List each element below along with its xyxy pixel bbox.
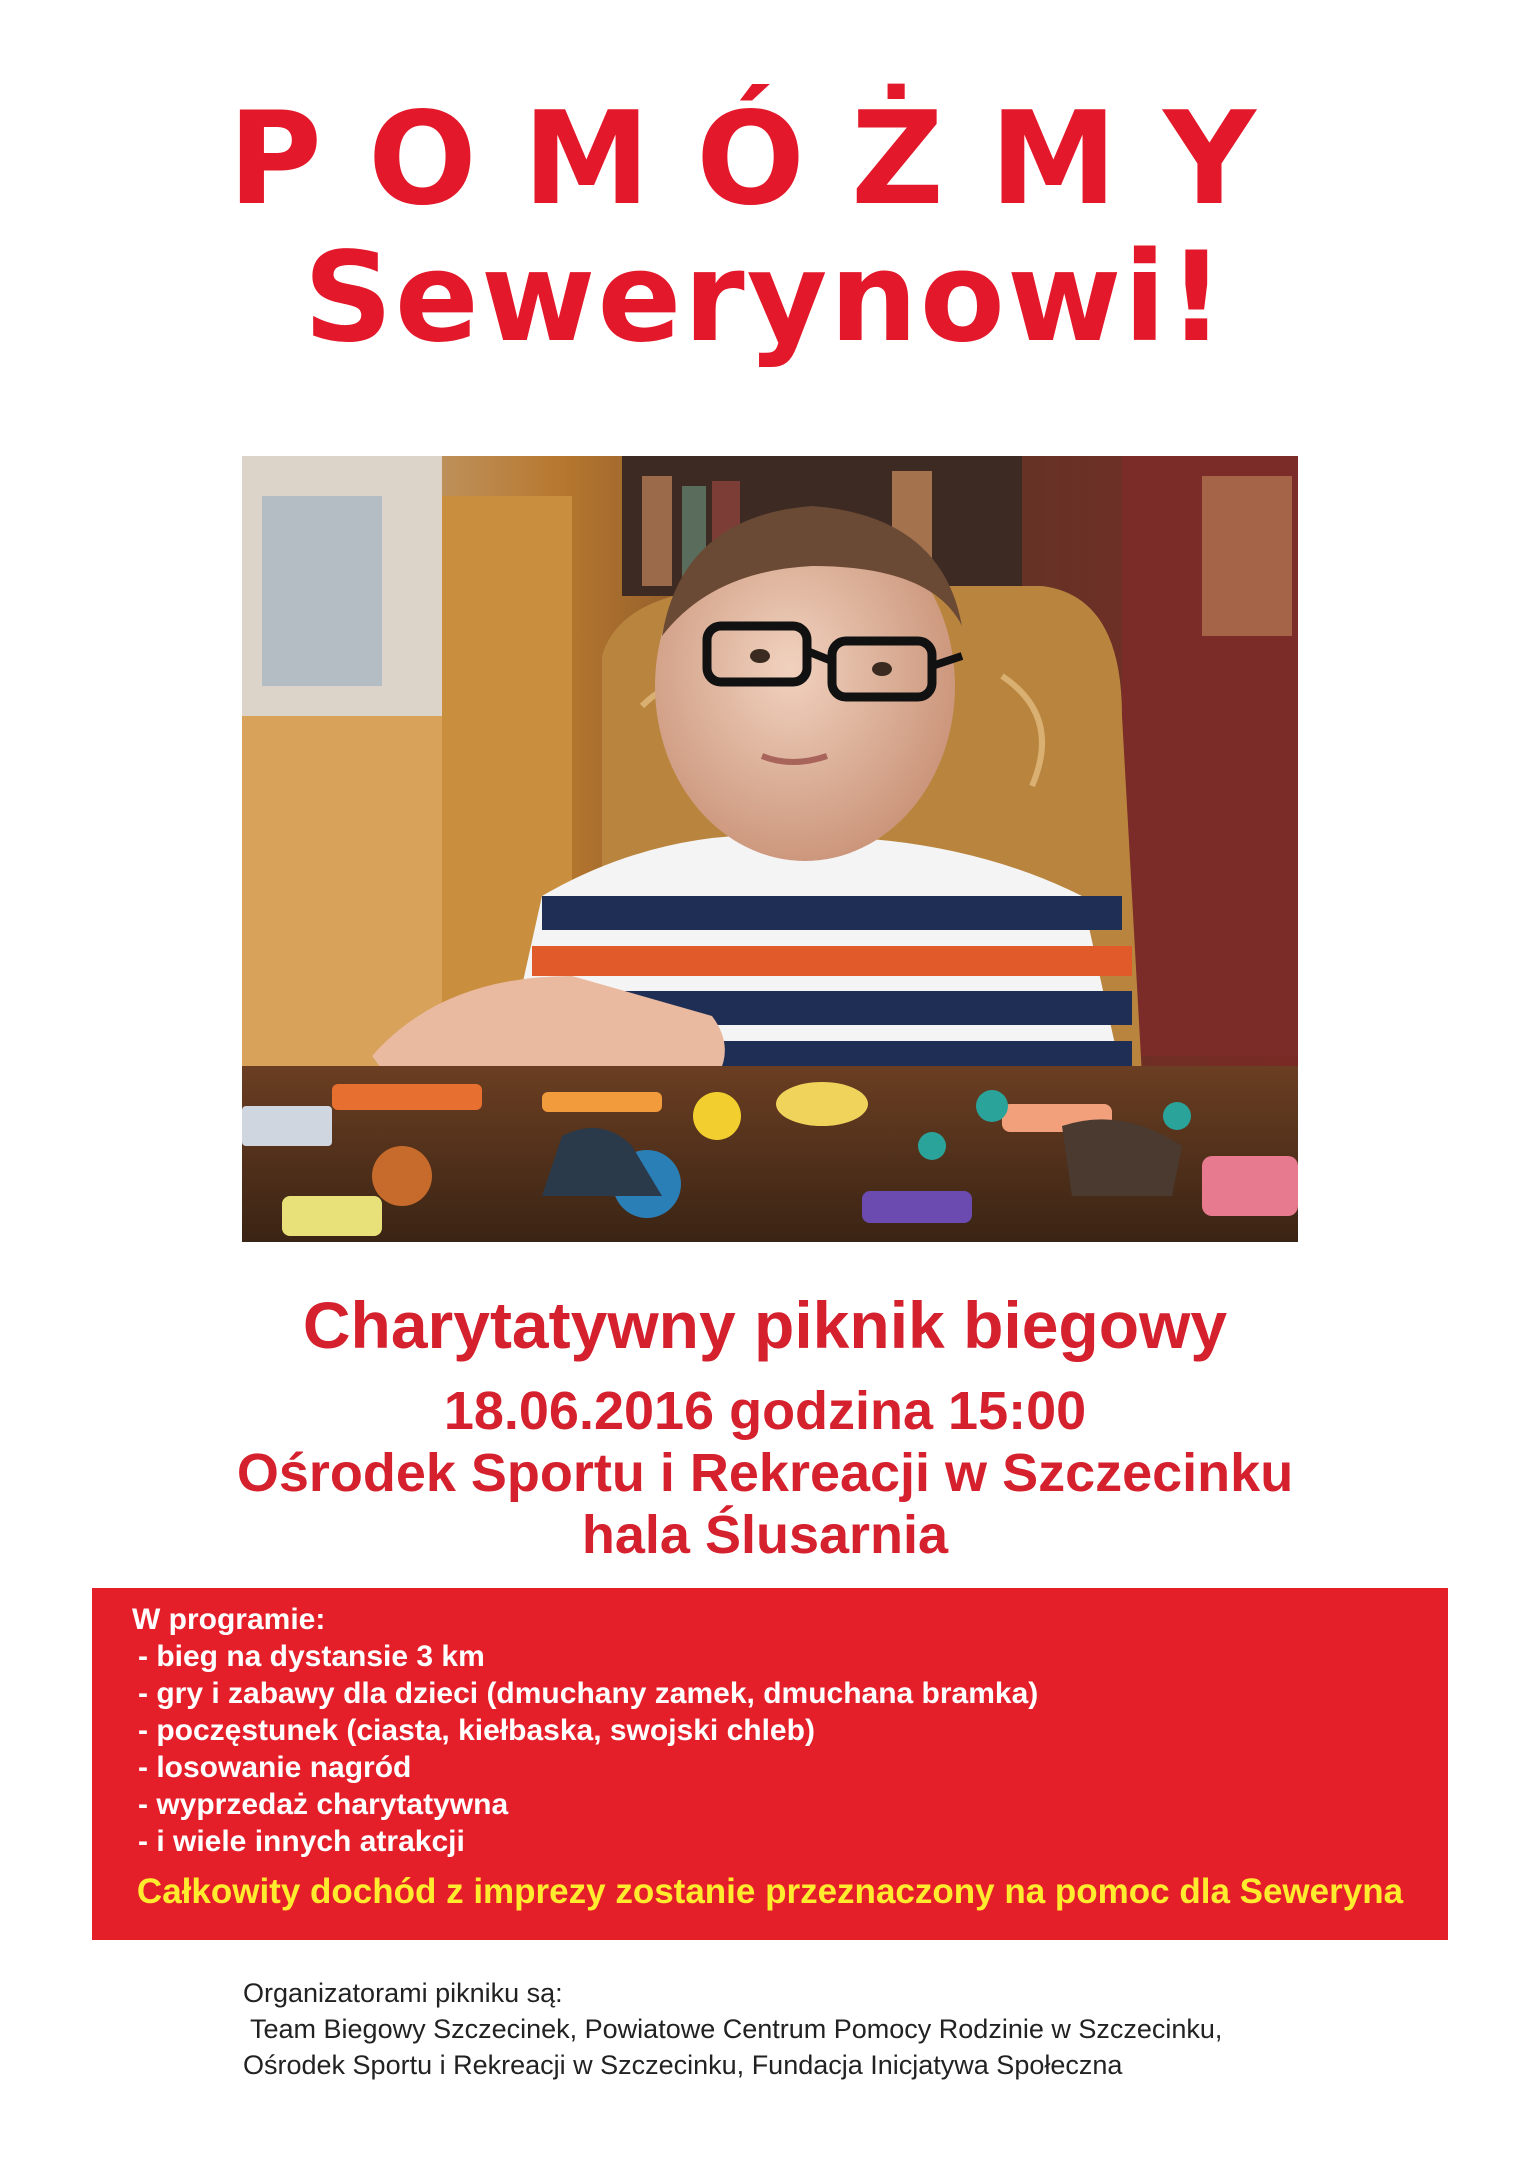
organizers-heading: Organizatorami pikniku są: [243, 1978, 563, 2008]
program-item: - i wiele innych atrakcji [138, 1825, 465, 1858]
program-box [92, 1588, 1448, 1940]
organizers-line: Ośrodek Sportu i Rekreacji w Szczecinku, Fundacja Inicjatywa Społeczna [243, 2050, 1123, 2080]
program-list [132, 1638, 1038, 1860]
event-datetime: 18.06.2016 godzina 15:00 [443, 1381, 1087, 1441]
event-venue: Ośrodek Sportu i Rekreacji w Szczecinku [236, 1443, 1294, 1503]
event-title: Charytatywny piknik biegowy [302, 1288, 1228, 1362]
program-heading: W programie: [132, 1603, 326, 1636]
poster-title-line2: Sewerynowi! [303, 226, 1227, 370]
income-note: Całkowity dochód z imprezy zostanie przeznaczony na pomoc dla Seweryna [136, 1872, 1404, 1911]
poster-title-line1: POMÓŻMY [228, 85, 1302, 234]
organizers-block [243, 1975, 1222, 2083]
program-item: - poczęstunek (ciasta, kiełbaska, swojski chleb) [138, 1714, 815, 1747]
program-item: - losowanie nagród [138, 1751, 412, 1784]
organizers-line: Team Biegowy Szczecinek, Powiatowe Centrum Pomocy Rodzinie w Szczecinku, [243, 2014, 1223, 2044]
program-item: - bieg na dystansie 3 km [138, 1640, 485, 1673]
program-item: - gry i zabawy dla dzieci (dmuchany zamek, dmuchana bramka) [138, 1677, 1039, 1710]
photo-child-playing-with-plasticine [242, 456, 1298, 1242]
event-hall: hala Ślusarnia [581, 1505, 949, 1565]
program-item: - wyprzedaż charytatywna [138, 1788, 509, 1821]
